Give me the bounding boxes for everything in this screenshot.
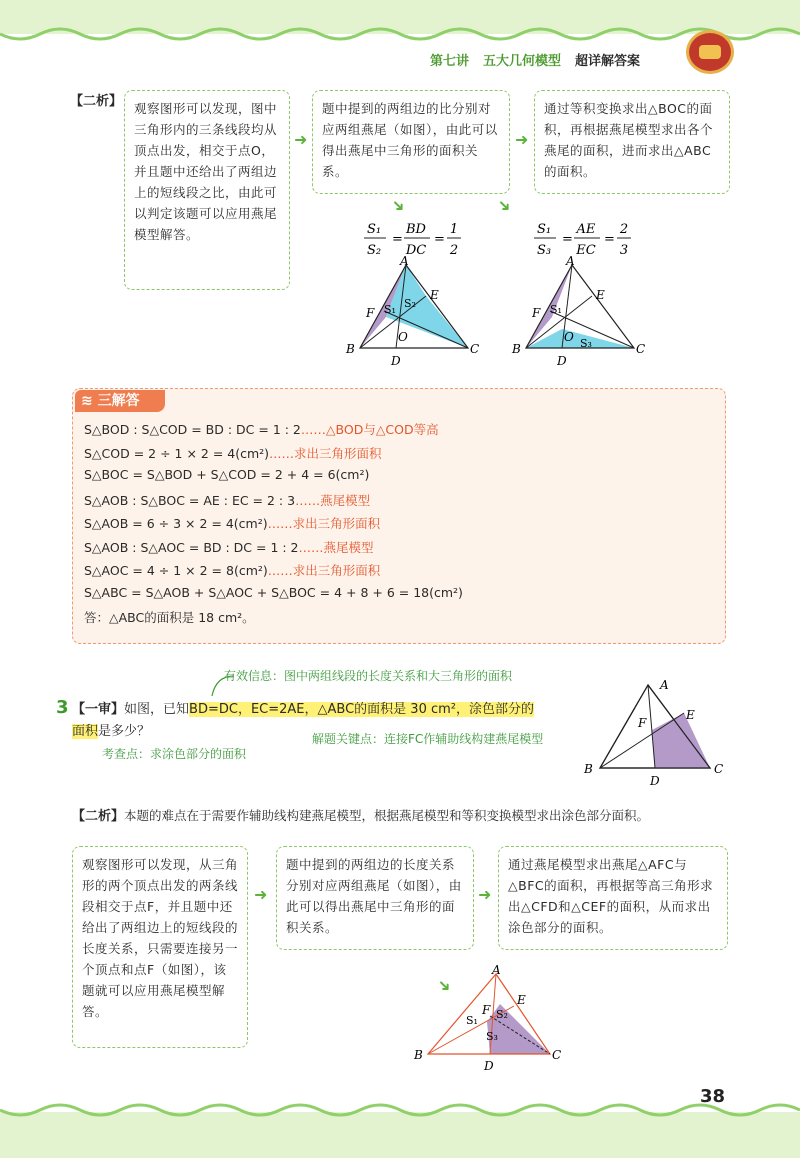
vertex-label-a: A — [660, 678, 669, 692]
top-wave-decoration — [0, 26, 800, 48]
analysis2-box-1: 观察图形可以发现，从三角形的两个顶点出发的两条线段相交于点F，并且题中还给出了两组边上的短线段的长度关系，只需要连接另一个顶点和点F（如图），该题就可以应用燕尾模型解答。 — [72, 846, 248, 1048]
hint-exam-point: 考查点：求涂色部分的面积 — [102, 747, 247, 761]
vertex-label-o: O — [564, 330, 574, 344]
shaded-region — [652, 713, 710, 768]
area-label-s3: S₃ — [580, 337, 592, 350]
solution-line — [84, 444, 382, 462]
solution-math: S△COD = 2 ÷ 1 × 2 = 4(cm²) — [84, 445, 270, 461]
solution-line — [84, 420, 439, 438]
solution-line — [84, 608, 255, 626]
analysis2-box-2: 题中提到的两组边的长度关系分别对应两组燕尾（如图），由此可以得出燕尾中三角形的面积关系。 — [276, 846, 474, 950]
vertex-label-f: F — [482, 1003, 491, 1017]
question3-text-a: 如图，已知 — [124, 702, 190, 717]
solution-tag: ≋ 三解答 — [75, 390, 165, 412]
vertex-label-b: B — [512, 342, 521, 356]
vertex-label-e: E — [686, 708, 695, 722]
page-number: 38 — [700, 1086, 726, 1107]
analysis1-box-1: 观察图形可以发现，图中三角形内的三条线段均从顶点出发，相交于点O，并且题中还给出了两组边上的短线段之比，由此可以判定该题可以应用燕尾模型解答。 — [124, 90, 290, 290]
svg-text:=: = — [434, 232, 445, 247]
vertex-label-f: F — [638, 716, 647, 730]
vertex-label-d: D — [557, 354, 567, 368]
formula1-mid-den: DC — [405, 243, 427, 258]
vertex-label-e: E — [517, 993, 526, 1007]
vertex-label-e: E — [430, 288, 439, 302]
swallowtail-diagram-1 — [340, 255, 490, 370]
mascot-logo — [686, 30, 734, 74]
solution-note: ……求出三角形面积 — [269, 445, 382, 461]
chapter-title: 五大几何模型 — [483, 54, 562, 69]
vertex-label-d: D — [650, 774, 660, 788]
question3-text-b: 是多少？ — [98, 724, 151, 739]
hint-key-point: 解题关键点：连接FC作辅助线构建燕尾模型 — [312, 732, 544, 746]
vertex-label-o: O — [398, 330, 408, 344]
solution-line — [84, 467, 369, 482]
solution-note: ……求出三角形面积 — [267, 563, 381, 578]
solution-math: S△AOB : S△AOC = BD : DC = 1 : 2 — [84, 539, 299, 555]
arrow-down-right-icon: ➜ — [493, 194, 517, 217]
swallowtail-diagram-2 — [506, 255, 656, 370]
analysis-tag-1: 【二析】 — [70, 94, 123, 109]
formula2-lhs-den: S₃ — [536, 243, 552, 258]
area-label-s2: S₂ — [404, 297, 416, 310]
formula1-lhs-den: S₂ — [366, 243, 382, 258]
chapter-subtitle: 超详解答案 — [575, 54, 641, 69]
solution-line — [84, 514, 380, 532]
solution-line — [84, 491, 370, 509]
area-label-s1: S₁ — [550, 303, 562, 316]
solution-line — [84, 561, 380, 579]
vertex-label-d: D — [484, 1059, 494, 1073]
vertex-label-b: B — [346, 342, 355, 356]
analysis1-box-3: 通过等积变换求出△BOC的面积，再根据燕尾模型求出各个燕尾的面积，进而求出△ABC的面积。 — [534, 90, 730, 194]
solution-math: S△BOC = S△BOD + S△COD = 2 + 4 = 6(cm²) — [84, 467, 370, 482]
analysis2-intro: 本题的难点在于需要作辅助线构建燕尾模型，根据燕尾模型和等积变换模型求出涂色部分面积。 — [124, 808, 650, 823]
solution-line — [84, 538, 374, 556]
bottom-wave-decoration — [0, 1090, 800, 1158]
solution-note: ……求出三角形面积 — [267, 516, 381, 531]
solution-note: ……△BOD与△COD等高 — [300, 422, 439, 437]
solution-line — [84, 585, 463, 600]
solution-note: ……燕尾模型 — [295, 492, 371, 508]
hint-pointer-icon — [206, 670, 236, 700]
area-label-s1: S₁ — [384, 303, 396, 316]
formula2-rhs-num: 2 — [619, 222, 629, 237]
solution-math: S△AOB = 6 ÷ 3 × 2 = 4(cm²) — [84, 516, 268, 531]
question3-highlight-2: 面积 — [72, 724, 99, 739]
arrow-right-icon: ➜ — [515, 130, 529, 149]
solution-note: ……燕尾模型 — [298, 539, 374, 555]
vertex-label-c: C — [636, 342, 646, 356]
svg-text:=: = — [562, 232, 573, 247]
area-label-s1: S₁ — [466, 1014, 478, 1027]
question-number: 3 — [56, 697, 69, 718]
analysis2-box-3: 通过燕尾模型求出燕尾△AFC与△BFC的面积，再根据等高三角形求出△CFD和△CEF的面积，从而求出涂色部分的面积。 — [498, 846, 728, 950]
analysis-tag-2: 【二析】 — [72, 809, 125, 824]
vertex-label-d: D — [391, 354, 401, 368]
vertex-label-f: F — [532, 306, 541, 320]
arrow-right-icon: ➜ — [478, 885, 492, 904]
svg-text:=: = — [604, 232, 615, 247]
formula2-lhs-num: S₁ — [536, 222, 552, 237]
analysis1-box-2: 题中提到的两组边的比分别对应两组燕尾（如图），由此可以得出燕尾中三角形的面积关系。 — [312, 90, 510, 194]
vertex-label-c: C — [470, 342, 480, 356]
solution-math: S△ABC = S△AOB + S△AOC + S△BOC = 4 + 8 + 6 = 18(cm²) — [84, 584, 463, 600]
area-label-s2: S₂ — [496, 1008, 508, 1021]
analysis2-diagram — [410, 962, 570, 1077]
vertex-label-c: C — [714, 762, 724, 776]
vertex-label-b: B — [414, 1048, 423, 1062]
vertex-label-a: A — [566, 255, 575, 268]
formula1-lhs-num: S₁ — [366, 222, 382, 237]
solution-math: S△AOC = 4 ÷ 1 × 2 = 8(cm²) — [84, 563, 268, 578]
analysis2-intro-row — [72, 806, 732, 827]
question3-tag: 【一审】 — [72, 702, 125, 717]
hint-effective-info: 有效信息：图中两组线段的长度关系和大三角形的面积 — [224, 669, 513, 683]
vertex-label-b: B — [584, 762, 593, 776]
vertex-label-e: E — [596, 288, 605, 302]
formula2-mid-den: EC — [576, 243, 596, 258]
vertex-label-a: A — [400, 255, 409, 268]
arrow-right-icon: ➜ — [294, 130, 308, 149]
formula1-mid-num: BD — [406, 222, 426, 237]
formula2-rhs-den: 3 — [619, 243, 629, 258]
svg-text:=: = — [392, 232, 403, 247]
question3-highlight-1: BD=DC，EC=2AE，△ABC的面积是 30 cm²，涂色部分的 — [189, 702, 534, 717]
area-label-s3: S₃ — [486, 1030, 498, 1043]
vertex-label-a: A — [492, 963, 501, 977]
arrow-down-right-icon: ➜ — [387, 194, 411, 217]
formula2-mid-num: AE — [576, 222, 596, 237]
solution-math: S△BOD : S△COD = BD : DC = 1 : 2 — [84, 422, 301, 437]
solution-math: S△AOB : S△BOC = AE : EC = 2 : 3 — [84, 492, 296, 508]
formula1-rhs-den: 2 — [449, 243, 459, 258]
vertex-label-c: C — [552, 1048, 562, 1062]
solution-math: 答：△ABC的面积是 18 cm²。 — [84, 610, 255, 625]
page-header — [430, 50, 640, 69]
question3-diagram — [580, 675, 730, 790]
formula1-rhs-num: 1 — [449, 222, 459, 237]
arrow-down-right-icon: ➜ — [433, 974, 457, 997]
chapter-label: 第七讲 — [430, 54, 470, 69]
arrow-right-icon: ➜ — [254, 885, 268, 904]
vertex-label-f: F — [366, 306, 375, 320]
